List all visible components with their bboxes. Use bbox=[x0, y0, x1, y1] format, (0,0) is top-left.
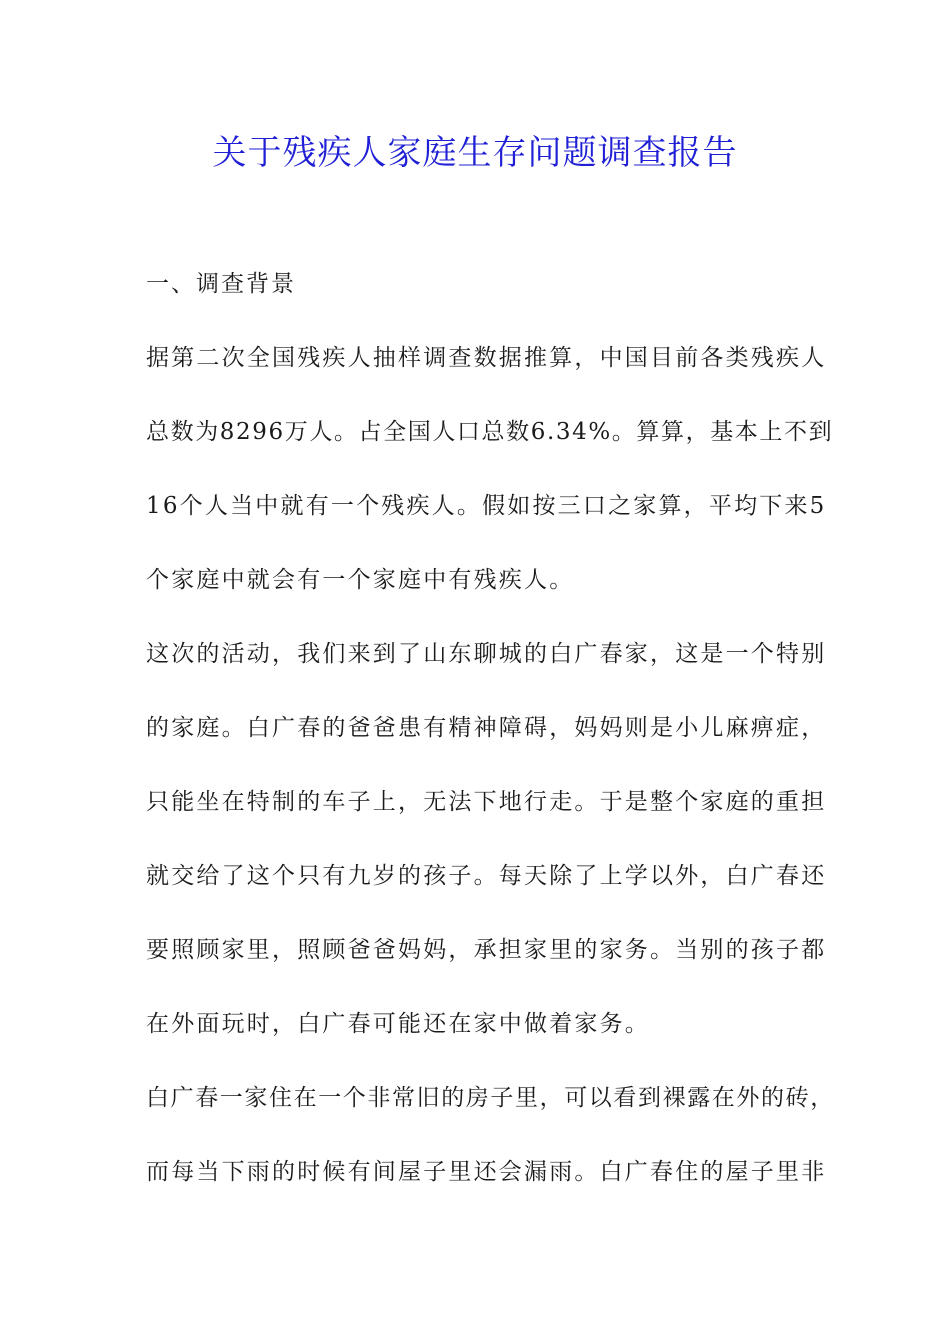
document-body bbox=[146, 340, 835, 1228]
text-line: 总数为8296万人。占全国人口总数6.34%。算算，基本上不到 bbox=[146, 419, 834, 445]
document-title: 关于残疾人家庭生存问题调查报告 bbox=[212, 133, 738, 173]
text-line: 据第二次全国残疾人抽样调查数据推算，中国目前各类残疾人 bbox=[146, 345, 827, 371]
text-line: 而每当下雨的时候有间屋子里还会漏雨。白广春住的屋子里非 bbox=[146, 1159, 827, 1185]
text-line: 要照顾家里，照顾爸爸妈妈，承担家里的家务。当别的孩子都 bbox=[146, 937, 827, 963]
text-line: 白广春一家住在一个非常旧的房子里，可以看到裸露在外的砖， bbox=[146, 1085, 835, 1111]
text-line: 个家庭中就会有一个家庭中有残疾人。 bbox=[146, 567, 575, 593]
text-line: 这次的活动，我们来到了山东聊城的白广春家，这是一个特别 bbox=[146, 641, 827, 667]
text-line: 只能坐在特制的车子上，无法下地行走。于是整个家庭的重担 bbox=[146, 789, 827, 815]
text-line: 就交给了这个只有九岁的孩子。每天除了上学以外，白广春还 bbox=[146, 863, 827, 889]
text-line: 在外面玩时，白广春可能还在家中做着家务。 bbox=[146, 1011, 650, 1037]
text-line: 的家庭。白广春的爸爸患有精神障碍，妈妈则是小儿麻痹症， bbox=[146, 715, 827, 741]
text-line: 16个人当中就有一个残疾人。假如按三口之家算，平均下来5 bbox=[146, 493, 827, 519]
section-heading: 一、调查背景 bbox=[146, 271, 296, 297]
